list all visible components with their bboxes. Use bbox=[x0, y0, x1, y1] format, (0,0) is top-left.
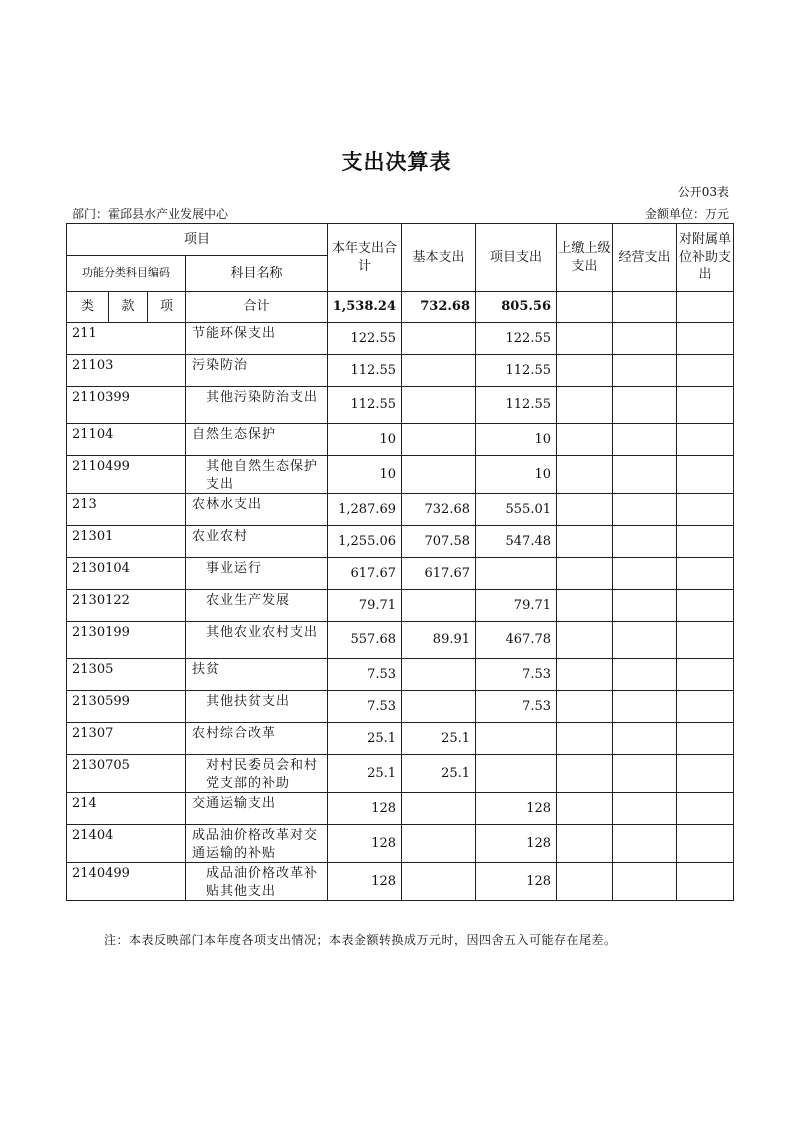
row-total: 7.53 bbox=[328, 659, 402, 691]
table-row bbox=[67, 456, 734, 494]
row-upper bbox=[557, 659, 613, 691]
row-upper bbox=[557, 590, 613, 622]
row-upper bbox=[557, 456, 613, 494]
row-business bbox=[613, 659, 677, 691]
row-code: 2130599 bbox=[67, 691, 186, 723]
row-business bbox=[613, 863, 677, 901]
row-total: 7.53 bbox=[328, 691, 402, 723]
row-subject-name: 其他农业农村支出 bbox=[186, 622, 328, 659]
row-code: 21103 bbox=[67, 355, 186, 387]
row-upper bbox=[557, 387, 613, 424]
table-row bbox=[67, 723, 734, 755]
row-upper bbox=[557, 793, 613, 825]
row-basic bbox=[402, 825, 476, 863]
row-project: 128 bbox=[476, 793, 557, 825]
row-basic bbox=[402, 456, 476, 494]
row-basic bbox=[402, 691, 476, 723]
table-row bbox=[67, 863, 734, 901]
row-basic: 732.68 bbox=[402, 494, 476, 526]
row-upper bbox=[557, 494, 613, 526]
footnote: 注：本表反映部门本年度各项支出情况；本表金额转换成万元时，因四舍五入可能存在尾差。 bbox=[104, 933, 617, 947]
row-subsidiary bbox=[677, 387, 734, 424]
row-subject-name: 污染防治 bbox=[186, 355, 328, 387]
row-code: 214 bbox=[67, 793, 186, 825]
row-subsidiary bbox=[677, 723, 734, 755]
table-row bbox=[67, 622, 734, 659]
row-subject-name: 农业生产发展 bbox=[186, 590, 328, 622]
row-basic: 707.58 bbox=[402, 526, 476, 558]
row-basic bbox=[402, 863, 476, 901]
row-subsidiary bbox=[677, 590, 734, 622]
header-subject-name: 科目名称 bbox=[186, 256, 328, 292]
row-business bbox=[613, 355, 677, 387]
row-project bbox=[476, 723, 557, 755]
row-subsidiary bbox=[677, 424, 734, 456]
page-title: 支出决算表 bbox=[341, 150, 452, 174]
row-business bbox=[613, 691, 677, 723]
row-total: 128 bbox=[328, 825, 402, 863]
table-row bbox=[67, 387, 734, 424]
row-project bbox=[476, 755, 557, 793]
row-code: 2130199 bbox=[67, 622, 186, 659]
table-row bbox=[67, 659, 734, 691]
table-row bbox=[67, 755, 734, 793]
row-subsidiary bbox=[677, 691, 734, 723]
row-upper bbox=[557, 424, 613, 456]
row-code: 21301 bbox=[67, 526, 186, 558]
row-project: 79.71 bbox=[476, 590, 557, 622]
row-code: 2110399 bbox=[67, 387, 186, 424]
row-subject-name: 扶贫 bbox=[186, 659, 328, 691]
row-subject-name: 对村民委员会和村党支部的补助 bbox=[186, 755, 328, 793]
row-project: 467.78 bbox=[476, 622, 557, 659]
row-project: 112.55 bbox=[476, 387, 557, 424]
row-subsidiary bbox=[677, 622, 734, 659]
summary-label: 合计 bbox=[186, 292, 328, 323]
row-subsidiary bbox=[677, 863, 734, 901]
row-project bbox=[476, 558, 557, 590]
row-code: 2110499 bbox=[67, 456, 186, 494]
row-subject-name: 其他扶贫支出 bbox=[186, 691, 328, 723]
header-kuan: 款 bbox=[109, 292, 148, 323]
department-label: 部门：霍邱县水产业发展中心 bbox=[72, 207, 229, 221]
row-upper bbox=[557, 755, 613, 793]
header-total: 本年支出合计 bbox=[328, 224, 402, 292]
table-row bbox=[67, 590, 734, 622]
expenditure-table bbox=[66, 223, 734, 901]
row-basic bbox=[402, 793, 476, 825]
form-number: 公开03表 bbox=[677, 185, 729, 199]
row-upper bbox=[557, 691, 613, 723]
row-code: 21404 bbox=[67, 825, 186, 863]
header-project-expense: 项目支出 bbox=[476, 224, 557, 292]
row-code: 2130122 bbox=[67, 590, 186, 622]
table-row bbox=[67, 526, 734, 558]
table-row bbox=[67, 793, 734, 825]
row-basic: 25.1 bbox=[402, 755, 476, 793]
row-subsidiary bbox=[677, 323, 734, 355]
row-basic: 25.1 bbox=[402, 723, 476, 755]
row-total: 112.55 bbox=[328, 355, 402, 387]
row-code: 21104 bbox=[67, 424, 186, 456]
row-subsidiary bbox=[677, 494, 734, 526]
row-business bbox=[613, 387, 677, 424]
summary-basic: 732.68 bbox=[402, 292, 476, 323]
row-subsidiary bbox=[677, 526, 734, 558]
row-business bbox=[613, 456, 677, 494]
row-code: 21307 bbox=[67, 723, 186, 755]
summary-total: 1,538.24 bbox=[328, 292, 402, 323]
unit-label: 金额单位：万元 bbox=[644, 207, 729, 221]
row-business bbox=[613, 755, 677, 793]
row-total: 1,255.06 bbox=[328, 526, 402, 558]
row-basic: 89.91 bbox=[402, 622, 476, 659]
summary-project: 805.56 bbox=[476, 292, 557, 323]
row-project: 555.01 bbox=[476, 494, 557, 526]
row-project: 10 bbox=[476, 456, 557, 494]
row-upper bbox=[557, 863, 613, 901]
row-subject-name: 其他污染防治支出 bbox=[186, 387, 328, 424]
row-code: 211 bbox=[67, 323, 186, 355]
table-row bbox=[67, 825, 734, 863]
row-subsidiary bbox=[677, 755, 734, 793]
row-basic bbox=[402, 659, 476, 691]
header-func-code: 功能分类科目编码 bbox=[67, 256, 186, 292]
row-project: 10 bbox=[476, 424, 557, 456]
row-subject-name: 农林水支出 bbox=[186, 494, 328, 526]
row-subsidiary bbox=[677, 825, 734, 863]
row-code: 2130104 bbox=[67, 558, 186, 590]
row-upper bbox=[557, 526, 613, 558]
row-upper bbox=[557, 355, 613, 387]
row-subject-name: 其他自然生态保护支出 bbox=[186, 456, 328, 494]
row-project: 7.53 bbox=[476, 659, 557, 691]
row-total: 10 bbox=[328, 456, 402, 494]
summary-upper bbox=[557, 292, 613, 323]
row-subsidiary bbox=[677, 558, 734, 590]
row-subject-name: 成品油价格改革补贴其他支出 bbox=[186, 863, 328, 901]
row-basic: 617.67 bbox=[402, 558, 476, 590]
row-total: 112.55 bbox=[328, 387, 402, 424]
table-row bbox=[67, 494, 734, 526]
row-project: 128 bbox=[476, 863, 557, 901]
row-business bbox=[613, 793, 677, 825]
row-basic bbox=[402, 355, 476, 387]
row-total: 79.71 bbox=[328, 590, 402, 622]
row-code: 2140499 bbox=[67, 863, 186, 901]
row-project: 7.53 bbox=[476, 691, 557, 723]
row-subject-name: 事业运行 bbox=[186, 558, 328, 590]
row-code: 213 bbox=[67, 494, 186, 526]
row-basic bbox=[402, 424, 476, 456]
row-subject-name: 自然生态保护 bbox=[186, 424, 328, 456]
row-business bbox=[613, 825, 677, 863]
row-subject-name: 交通运输支出 bbox=[186, 793, 328, 825]
header-project: 项目 bbox=[67, 224, 328, 256]
row-subsidiary bbox=[677, 793, 734, 825]
row-business bbox=[613, 494, 677, 526]
row-upper bbox=[557, 723, 613, 755]
row-upper bbox=[557, 622, 613, 659]
row-upper bbox=[557, 825, 613, 863]
row-subject-name: 农村综合改革 bbox=[186, 723, 328, 755]
table-row bbox=[67, 691, 734, 723]
row-subsidiary bbox=[677, 659, 734, 691]
row-total: 10 bbox=[328, 424, 402, 456]
header-basic: 基本支出 bbox=[402, 224, 476, 292]
row-subject-name: 农业农村 bbox=[186, 526, 328, 558]
table-row bbox=[67, 424, 734, 456]
header-subsidiary: 对附属单位补助支出 bbox=[677, 224, 734, 292]
summary-subsidiary bbox=[677, 292, 734, 323]
row-total: 25.1 bbox=[328, 755, 402, 793]
row-subject-name: 成品油价格改革对交通运输的补贴 bbox=[186, 825, 328, 863]
row-business bbox=[613, 526, 677, 558]
row-total: 128 bbox=[328, 793, 402, 825]
row-business bbox=[613, 590, 677, 622]
row-business bbox=[613, 424, 677, 456]
header-xiang: 项 bbox=[148, 292, 186, 323]
row-project: 547.48 bbox=[476, 526, 557, 558]
row-basic bbox=[402, 323, 476, 355]
header-lei: 类 bbox=[67, 292, 109, 323]
summary-business bbox=[613, 292, 677, 323]
row-code: 21305 bbox=[67, 659, 186, 691]
row-subject-name: 节能环保支出 bbox=[186, 323, 328, 355]
row-business bbox=[613, 622, 677, 659]
row-project: 128 bbox=[476, 825, 557, 863]
row-total: 1,287.69 bbox=[328, 494, 402, 526]
header-business: 经营支出 bbox=[613, 224, 677, 292]
row-business bbox=[613, 558, 677, 590]
row-subsidiary bbox=[677, 456, 734, 494]
row-upper bbox=[557, 558, 613, 590]
row-business bbox=[613, 323, 677, 355]
row-total: 128 bbox=[328, 863, 402, 901]
table-row bbox=[67, 558, 734, 590]
row-total: 25.1 bbox=[328, 723, 402, 755]
row-business bbox=[613, 723, 677, 755]
table-row bbox=[67, 323, 734, 355]
row-subsidiary bbox=[677, 355, 734, 387]
row-total: 617.67 bbox=[328, 558, 402, 590]
row-basic bbox=[402, 387, 476, 424]
header-upper: 上缴上级支出 bbox=[557, 224, 613, 292]
row-project: 112.55 bbox=[476, 355, 557, 387]
row-basic bbox=[402, 590, 476, 622]
row-project: 122.55 bbox=[476, 323, 557, 355]
row-upper bbox=[557, 323, 613, 355]
row-code: 2130705 bbox=[67, 755, 186, 793]
row-total: 122.55 bbox=[328, 323, 402, 355]
table-row bbox=[67, 355, 734, 387]
row-total: 557.68 bbox=[328, 622, 402, 659]
